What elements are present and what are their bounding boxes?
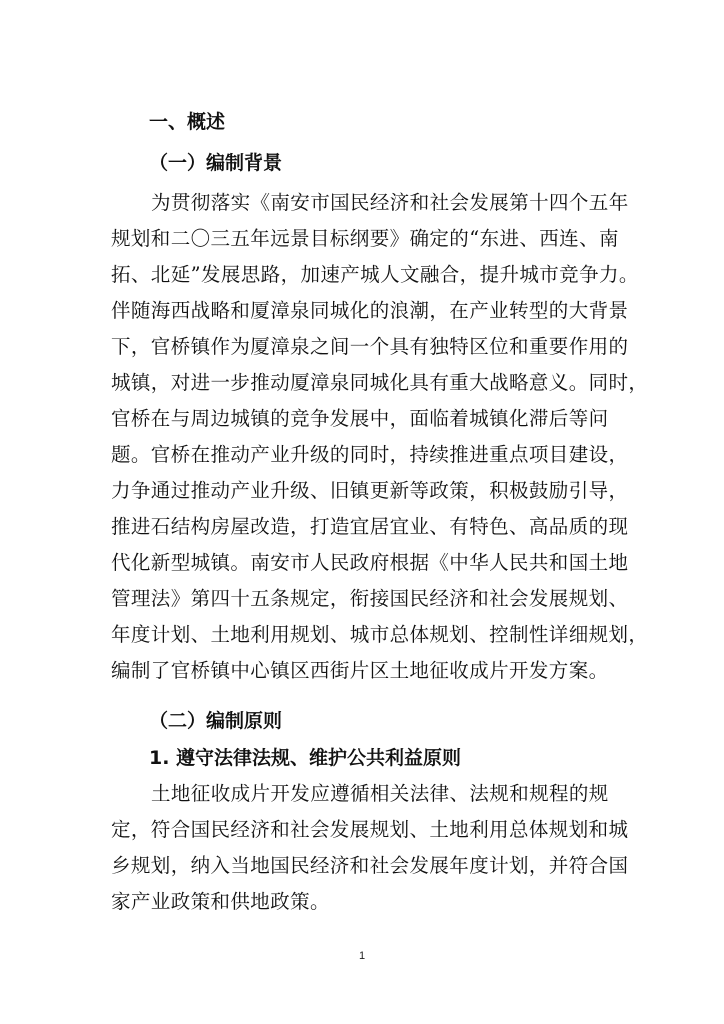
paragraph-background [111,185,649,689]
text-line: 定，符合国民经济和社会发展规划、土地利用总体规划和城 [111,818,629,841]
page-number: 1 [358,950,366,962]
text-line: 下，官桥镇作为厦漳泉之间一个具有独特区位和重要作用的 [111,335,629,358]
text-line: 拓、北延”发展思路，加速产城人文融合，提升城市竞争力。 [111,263,639,286]
text-line: 题。官桥在推动产业升级的同时，持续推进重点项目建设， [111,443,629,466]
text-line: 力争通过推动产业升级、旧镇更新等政策，积极鼓励引导， [111,479,629,502]
section-title-principles: （二）编制原则 [149,710,283,732]
section-title-background: （一）编制背景 [149,152,283,174]
text-line: 编制了官桥镇中心镇区西街片区土地征收成片开发方案。 [111,659,609,682]
text-line: 乡规划，纳入当地国民经济和社会发展年度计划，并符合国 [111,854,629,877]
text-line: 土地征收成片开发应遵循相关法律、法规和规程的规 [151,782,609,805]
text-line: 为贯彻落实《南安市国民经济和社会发展第十四个五年 [151,191,629,214]
principle-title-law: 1. 遵守法律法规、维护公共利益原则 [149,747,462,769]
text-line: 规划和二〇三五年远景目标纲要》确定的“东进、西连、南 [111,227,619,250]
text-line: 代化新型城镇。南安市人民政府根据《中华人民共和国土地 [111,551,629,574]
text-line: 伴随海西战略和厦漳泉同城化的浪潮，在产业转型的大背景 [111,299,629,322]
paragraph-principle-law [111,776,629,920]
text-line: 推进石结构房屋改造，打造宜居宜业、有特色、高品质的现 [111,515,629,538]
text-line: 官桥在与周边城镇的竞争发展中，面临着城镇化滞后等问 [111,407,609,430]
text-line: 家产业政策和供地政策。 [111,890,330,913]
text-line: 城镇，对进一步推动厦漳泉同城化具有重大战略意义。同时， [111,371,649,394]
text-line: 年度计划、土地利用规划、城市总体规划、控制性详细规划， [111,623,649,646]
heading-overview: 一、概述 [149,111,226,133]
text-line: 管理法》第四十五条规定，衔接国民经济和社会发展规划、 [111,587,629,610]
